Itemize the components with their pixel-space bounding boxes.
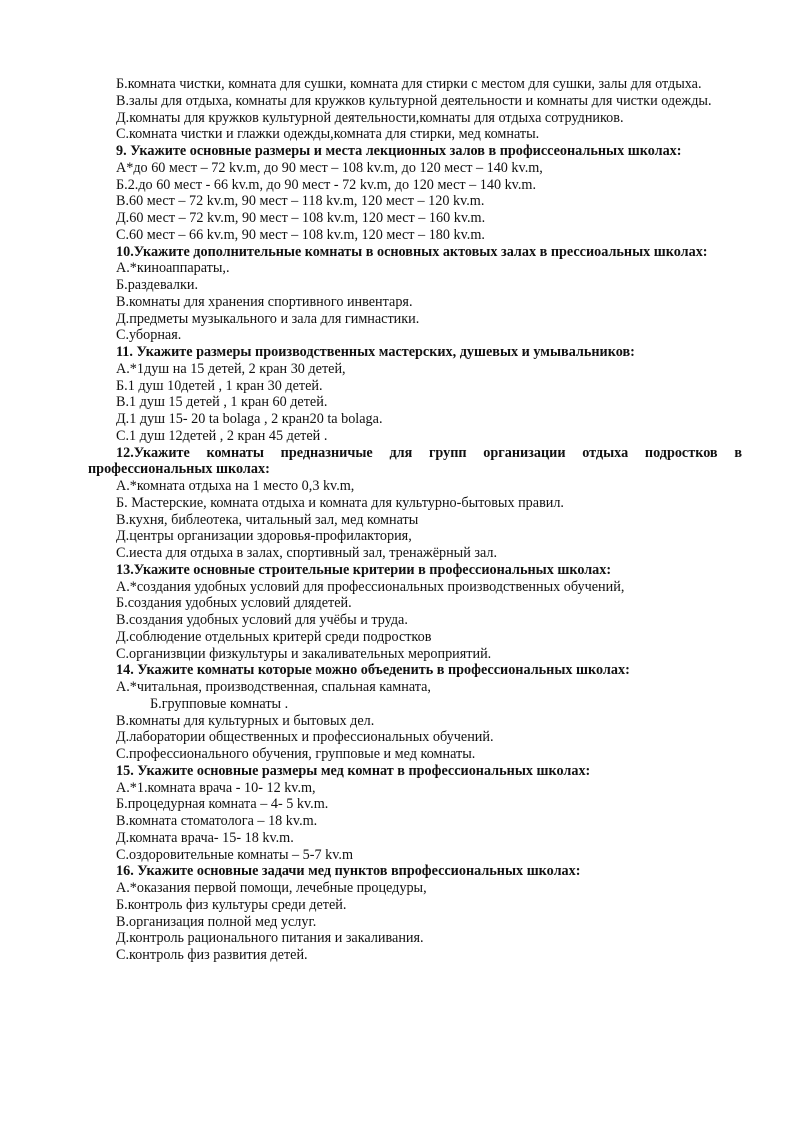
answer-line: Д.60 мест – 72 kv.m, 90 мест – 108 kv.m, 120 мест – 160 kv.m.: [116, 210, 486, 226]
answer-line: Д.контроль рационального питания и закаливания.: [116, 930, 424, 947]
answer-line: А.*создания удобных условий для профессиональных производственных обучений,: [116, 578, 625, 595]
question-heading: 12.Укажите комнаты предназничые для групп организации отдыха подростков в профессиональных школах:: [88, 444, 742, 478]
answer-line: С.организвции физкультуры и закаливательных мероприятий.: [116, 645, 492, 662]
answer-line: Б.групповые комнаты .: [150, 695, 289, 712]
answer-line: Б.контроль физ культуры среди детей.: [116, 896, 347, 913]
answer-line: Д.лаборатории общественных и профессиональных обучений.: [116, 729, 494, 746]
answer-line: В.создания удобных условий для учёбы и труда.: [116, 612, 408, 628]
answer-line: С.профессионального обучения, групповые и мед комнаты.: [116, 746, 476, 762]
answer-line: Б. Мастерские, комната отдыха и комната для культурно-бытовых правил.: [116, 494, 564, 511]
answer-line: Б.1 душ 10детей , 1 кран 30 детей.: [116, 377, 323, 394]
answer-line: Д.1 душ 15- 20 ta bolaga , 2 кран20 ta bolaga.: [116, 411, 383, 427]
answer-line: В.1 душ 15 детей , 1 кран 60 детей.: [116, 394, 328, 411]
answer-line: Д.центры организации здоровья-профилактория,: [116, 528, 412, 545]
answer-line: С.контроль физ развития детей.: [116, 947, 308, 963]
question-heading: 9. Укажите основные размеры и места лекционных залов в профиссеональных школах:: [116, 143, 682, 159]
question-heading: 14. Укажите комнаты которые можно объеденить в профессиональных школах:: [116, 662, 630, 679]
answer-line: Д.комнаты для кружков культурной деятельности,комнаты для отдыха сотрудников.: [116, 109, 624, 126]
answer-line: Б.2.до 60 мест - 66 kv.m, до 90 мест - 72 kv.m, до 120 мест – 140 kv.m.: [116, 176, 536, 193]
answer-line: Б.комната чистки, комната для сушки, комната для стирки с местом для сушки, залы для отдыха.: [116, 76, 702, 92]
question-heading: 10.Укажите дополнительные комнаты в основных актовых залах в прессиоальных школах:: [116, 243, 708, 260]
answer-line: А.*киноаппараты,.: [116, 260, 230, 277]
answer-line: В.60 мест – 72 kv.m, 90 мест – 118 kv.m, 120 мест – 120 kv.m.: [116, 193, 485, 210]
answer-line: В.комнаты для хранения спортивного инвентаря.: [116, 293, 413, 310]
answer-line: В.залы для отдыха, комнаты для кружков культурной деятельности и комнаты для чистки одежды.: [116, 92, 712, 109]
answer-line: В.комнаты для культурных и бытовых дел.: [116, 712, 375, 729]
question-heading: 16. Укажите основные задачи мед пунктов впрофессиональных школах:: [116, 863, 581, 880]
question-heading: 11. Укажите размеры производственных мастерских, душевых и умывальников:: [116, 344, 635, 360]
answer-line: Д.соблюдение отдельных критерй среди подростков: [116, 628, 432, 645]
question-heading: 15. Укажите основные размеры мед комнат в профессиональных школах:: [116, 762, 591, 779]
answer-line: С.1 душ 12детей , 2 кран 45 детей .: [116, 427, 328, 444]
answer-line: С.60 мест – 66 kv.m, 90 мест – 108 kv.m, 120 мест – 180 kv.m.: [116, 226, 485, 243]
answer-line: Д.комната врача- 15- 18 kv.m.: [116, 829, 294, 846]
document-page: [88, 76, 742, 964]
answer-line: С.уборная.: [116, 327, 182, 344]
answer-line: А.*читальная, производственная, спальная камната,: [116, 679, 431, 695]
answer-line: А*до 60 мест – 72 kv.m, до 90 мест – 108 kv.m, до 120 мест – 140 kv.m,: [116, 159, 543, 176]
answer-line: А.*комната отдыха на 1 место 0,3 kv.m,: [116, 478, 355, 494]
answer-line: В.организация полной мед услуг.: [116, 913, 317, 930]
answer-line: Б.процедурная комната – 4- 5 kv.m.: [116, 796, 329, 813]
answer-line: С.оздоровительные комнаты – 5-7 kv.m: [116, 846, 353, 863]
answer-line: Б.раздевалки.: [116, 277, 198, 293]
answer-line: Д.предметы музыкального и зала для гимнастики.: [116, 310, 420, 327]
answer-line: В.кухня, библеотека, читальный зал, мед комнаты: [116, 511, 419, 528]
answer-line: С.комната чистки и глажки одежды,комната для стирки, мед комнаты.: [116, 126, 540, 143]
answer-line: С.иеста для отдыха в залах, спортивный зал, тренажёрный зал.: [116, 545, 498, 561]
question-heading: 13.Укажите основные строительные критерии в профессиональных школах:: [116, 561, 612, 578]
answer-line: Б.создания удобных условий длядетей.: [116, 595, 352, 612]
answer-line: А.*1душ на 15 детей, 2 кран 30 детей,: [116, 360, 346, 377]
answer-line: А.*1.комната врача - 10- 12 kv.m,: [116, 779, 316, 796]
answer-line: В.комната стоматолога – 18 kv.m.: [116, 813, 318, 829]
answer-line: А.*оказания первой помощи, лечебные процедуры,: [116, 880, 427, 896]
